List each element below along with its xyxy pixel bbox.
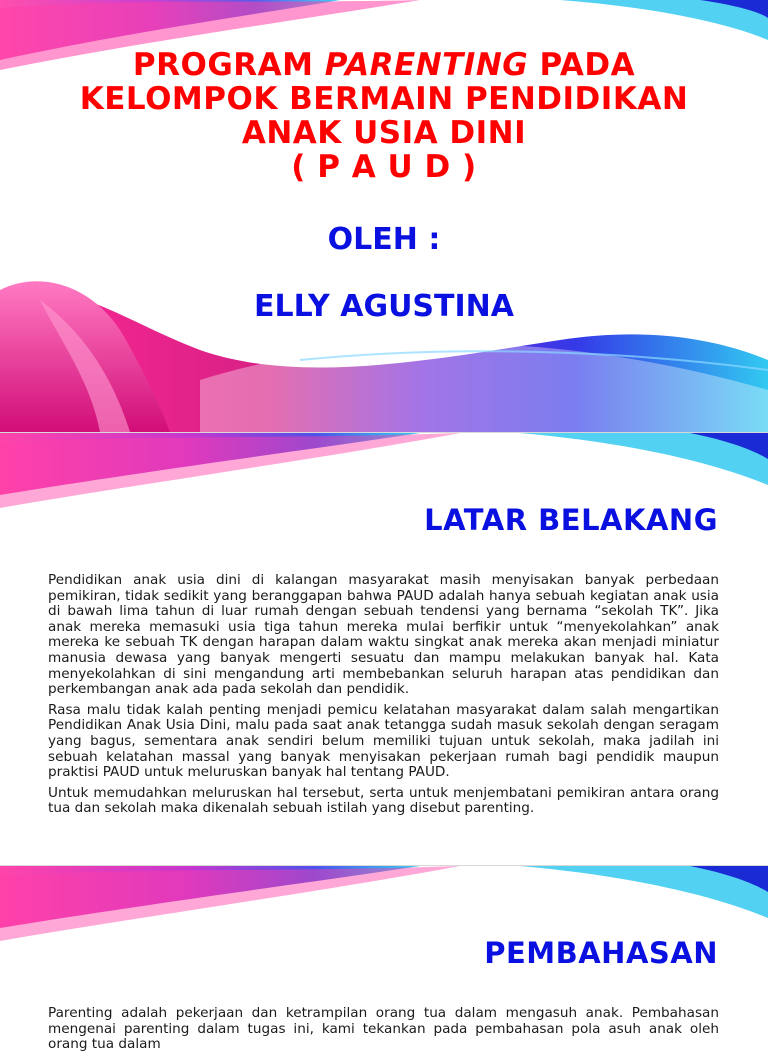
- title-slide: [0, 0, 768, 432]
- section-heading: LATAR BELAKANG: [424, 503, 718, 537]
- title-line-1-italic: PARENTING: [324, 47, 529, 83]
- paragraph: Parenting adalah pekerjaan dan ketrampilan orang tua dalam mengasuh anak. Pembahasan mengenai parenting dalam tugas ini, kami tekankan pada pembahasan pola asuh anak oleh orang tua dalam: [48, 1005, 719, 1053]
- title-line-4: ( P A U D ): [291, 149, 477, 185]
- title-line-2: KELOMPOK BERMAIN PENDIDIKAN: [79, 81, 689, 117]
- body-text: [48, 573, 719, 822]
- body-text: [48, 1006, 719, 1058]
- title-line-3: ANAK USIA DINI: [241, 115, 527, 151]
- discussion-slide: [0, 866, 768, 1053]
- background-slide: [0, 433, 768, 865]
- title-line-1: [0, 48, 768, 82]
- by-label: OLEH :: [327, 222, 441, 257]
- author-name: ELLY AGUSTINA: [254, 289, 514, 324]
- paragraph: Untuk memudahkan meluruskan hal tersebut, serta untuk menjembatani pemikiran antara orang tua dan sekolah maka dikenalah sebuah istilah yang disebut parenting.: [48, 784, 719, 817]
- paragraph: Rasa malu tidak kalah penting menjadi pemicu kelatahan masyarakat dalam salah mengartikan Pendidikan Anak Usia Dini, malu pada saat anak tetangga sudah masuk sekolah dengan seragam yang bagus, sementara anak sendiri belum memiliki tujuan untuk sekolah, maka jadilah ini sebuah kelatahan massal yang banyak menyisakan pekerjaan rumah bagi pendidik maupun praktisi PAUD untuk meluruskan banyak hal tentang PAUD.: [48, 701, 719, 781]
- section-heading: PEMBAHASAN: [484, 936, 718, 970]
- title-line-1-end: PADA: [528, 47, 636, 83]
- presentation-title: [0, 48, 768, 184]
- title-line-1-start: PROGRAM: [132, 47, 325, 83]
- paragraph: Pendidikan anak usia dini di kalangan masyarakat masih menyisakan banyak perbedaan pemikiran, tidak sedikit yang beranggapan bahwa PAUD adalah hanya sebuah kegiatan anak usia di bawah lima tahun di luar rumah dengan sebuah tendensi yang bernama “sekolah TK”. Jika anak mereka memasuki usia tiga tahun mereka mulai berfikir untuk “menyekolahkan” anak mereka ke sebuah TK dengan harapan dalam waktu singkat anak mereka akan menjadi miniatur manusia dewasa yang banyak mengerti sesuatu dan mampu melakukan banyak hal. Kata menyekolahkan di sini mengandung arti membebankan seluruh harapan atas pendidikan dan perkembangan anak ada pada sekolah dan pendidik.: [48, 572, 719, 698]
